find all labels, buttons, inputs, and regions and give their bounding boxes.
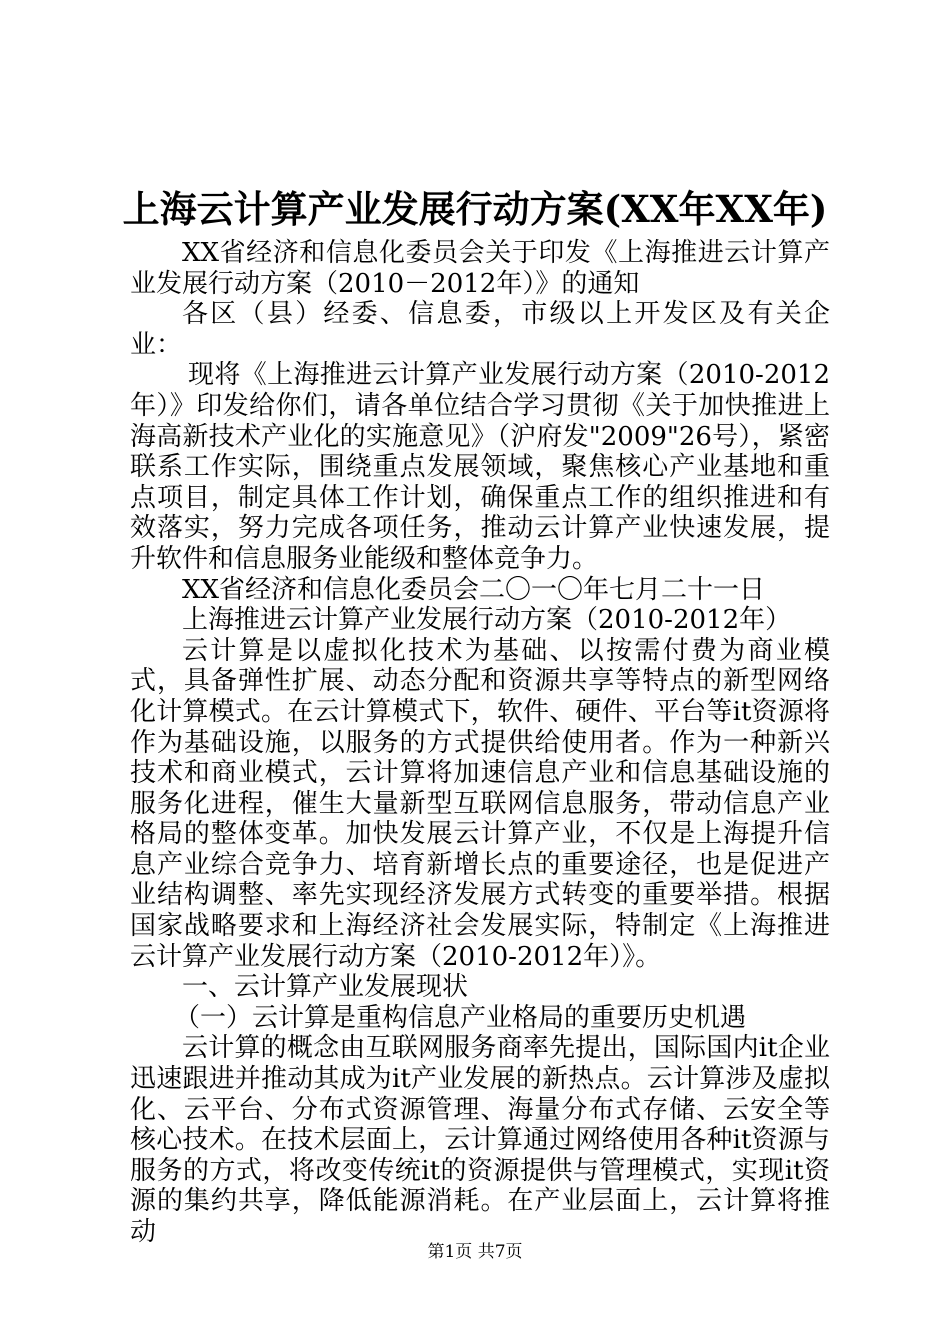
plan-title-line: 上海推进云计算产业发展行动方案（2010-2012年） (182, 605, 792, 636)
document-body (130, 238, 830, 1248)
section-heading-1: 一、云计算产业发展现状 (182, 972, 469, 1003)
section-paragraph: 云计算的概念由互联网服务商率先提出，国际国内it企业迅速跟进并推动其成为it产业发展的新热点。云计算涉及虚拟化、云平台、分布式资源管理、海量分布式存储、云安全等核心技术。在技术层面上，云计算通过网络使用各种it资源与服务的方式，将改变传统it的资源提供与管理模式，实现it资源的集约共享，降低能源消耗。在产业层面上，云计算将推动 (130, 1033, 830, 1247)
document-title: 上海云计算产业发展行动方案(XX年XX年) (122, 187, 828, 231)
issuer-date-line: XX省经济和信息化委员会二〇一〇年七月二十一日 (182, 574, 766, 605)
notice-body-paragraph: 现将《上海推进云计算产业发展行动方案（2010-2012年）》印发给你们，请各单位结合学习贯彻《关于加快推进上海高新技术产业化的实施意见》（沪府发"2009"26号），紧密联系工作实际，围绕重点发展领域，聚焦核心产业基地和重点项目，制定具体工作计划，确保重点工作的组织推进和有效落实，努力完成各项任务，推动云计算产业快速发展，提升软件和信息服务业能级和整体竞争力。 (130, 360, 830, 574)
intro-paragraph: 云计算是以虚拟化技术为基础、以按需付费为商业模式，具备弹性扩展、动态分配和资源共享等特点的新型网络化计算模式。在云计算模式下，软件、硬件、平台等it资源将作为基础设施，以服务的方式提供给使用者。作为一种新兴技术和商业模式，云计算将加速信息产业和信息基础设施的服务化进程，催生大量新型互联网信息服务，带动信息产业格局的整体变革。加快发展云计算产业，不仅是上海提升信息产业综合竞争力、培育新增长点的重要途径，也是促进产业结构调整、率先实现经济发展方式转变的重要举措。根据国家战略要求和上海经济社会发展实际，特制定《上海推进云计算产业发展行动方案（2010-2012年）》。 (130, 635, 830, 972)
subsection-heading-1: （一）云计算是重构信息产业格局的重要历史机遇 (174, 1002, 747, 1033)
notice-heading: XX省经济和信息化委员会关于印发《上海推进云计算产业发展行动方案（2010－2012年）》的通知 (130, 238, 830, 299)
page-number-footer: 第1页 共7页 (427, 1242, 523, 1262)
addressee-line: 各区（县）经委、信息委，市级以上开发区及有关企业： (130, 299, 830, 360)
